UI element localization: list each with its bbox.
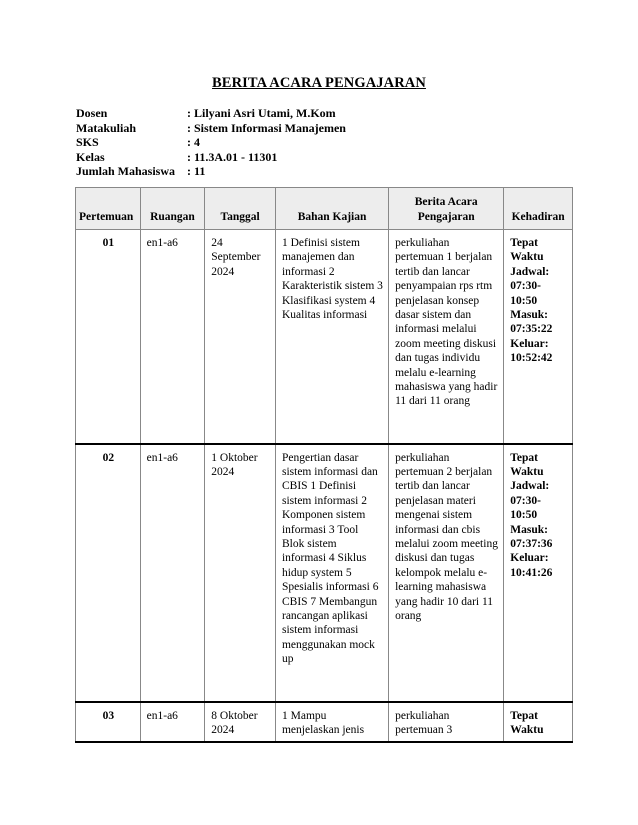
meta-row-jumlah-mahasiswa: [76, 164, 346, 179]
meta-label: Kelas: [76, 149, 105, 164]
cell-pertemuan: 01: [76, 230, 141, 444]
meta-value: : Sistem Informasi Manajemen: [187, 120, 346, 135]
table-row: [76, 702, 573, 743]
meta-label: SKS: [76, 135, 99, 149]
meta-label: Jumlah Mahasiswa: [76, 164, 176, 178]
header-berita-acara: Berita Acara Pengajaran: [389, 188, 504, 230]
cell-pertemuan: 03: [76, 702, 141, 743]
meta-value: : 11.3A.01 - 11301: [187, 149, 278, 164]
cell-berita-acara: perkuliahan pertemuan 3: [389, 702, 504, 743]
header-tanggal: Tanggal: [205, 188, 276, 230]
cell-tanggal: 8 Oktober 2024: [205, 702, 276, 743]
meta-row-sks: [76, 135, 346, 150]
cell-ruangan: en1-a6: [140, 230, 205, 444]
meta-info: [76, 106, 346, 179]
cell-kehadiran: Tepat Waktu: [504, 702, 573, 743]
meta-value: : 11: [187, 164, 206, 178]
cell-bahan-kajian: 1 Definisi sistem manajemen dan informasi 2 Karakteristik sistem 3 Klasifikasi system 4 Kualitas informasi: [275, 230, 388, 444]
meta-label: Matakuliah: [76, 120, 137, 135]
cell-pertemuan: 02: [76, 444, 141, 702]
cell-berita-acara: perkuliahan pertemuan 2 berjalan tertib dan lancar penjelasan materi mengenai sistem informasi dan cbis melalui zoom meeting diskusi dan tugas kelompok melalu e-learning mahasiswa yang hadir 10 dari 11 orang: [389, 444, 504, 702]
cell-ruangan: en1-a6: [140, 702, 205, 743]
header-ruangan: Ruangan: [140, 188, 205, 230]
meta-label: Dosen: [76, 106, 108, 120]
header-kehadiran: Kehadiran: [504, 188, 573, 230]
cell-bahan-kajian: 1 Mampu menjelaskan jenis: [275, 702, 388, 743]
cell-kehadiran: Tepat Waktu Jadwal: 07:30- 10:50 Masuk: 07:35:22 Keluar: 10:52:42: [504, 230, 573, 444]
cell-kehadiran: Tepat Waktu Jadwal: 07:30- 10:50 Masuk: 07:37:36 Keluar: 10:41:26: [504, 444, 573, 702]
cell-ruangan: en1-a6: [140, 444, 205, 702]
table-row: [76, 230, 573, 444]
header-pertemuan: Pertemuan: [76, 188, 141, 230]
header-bahan-kajian: Bahan Kajian: [275, 188, 388, 230]
cell-tanggal: 24 September 2024: [205, 230, 276, 444]
meta-row-dosen: [76, 106, 346, 121]
page-title: BERITA ACARA PENGAJARAN: [212, 75, 426, 91]
meta-value: : Lilyani Asri Utami, M.Kom: [187, 106, 336, 120]
meta-row-kelas: [76, 150, 346, 165]
meta-row-matakuliah: [76, 121, 346, 136]
cell-tanggal: 1 Oktober 2024: [205, 444, 276, 702]
table-row: [76, 444, 573, 702]
meta-value: : 4: [187, 135, 200, 149]
attendance-table: [75, 187, 573, 743]
cell-berita-acara: perkuliahan pertemuan 1 berjalan tertib dan lancar penyampaian rps rtm penjelasan konsep dasar sistem dan informasi melalui zoom meeting diskusi dan tugas individu melalu e-learning mahasiswa yang hadir 11 dari 11 orang: [389, 230, 504, 444]
table-header-row: [76, 188, 573, 230]
cell-bahan-kajian: Pengertian dasar sistem informasi dan CBIS 1 Definisi sistem informasi 2 Komponen sistem informasi 3 Tool Blok sistem informasi 4 Siklus hidup system 5 Spesialis informasi 6 CBIS 7 Membangun rancangan aplikasi sistem informasi menggunakan mock up: [275, 444, 388, 702]
